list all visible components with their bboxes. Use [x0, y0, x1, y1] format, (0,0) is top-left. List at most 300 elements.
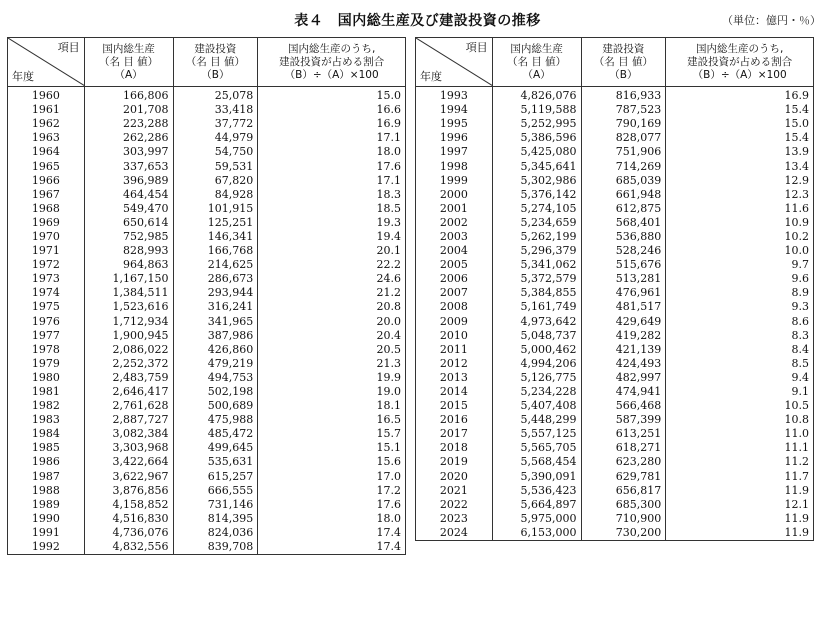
construction-cell: 714,269 [581, 159, 666, 173]
ratio-cell: 16.9 [258, 117, 406, 131]
table-row [416, 230, 814, 244]
table-row [8, 131, 406, 145]
year-cell: 1981 [8, 385, 85, 399]
construction-cell: 828,077 [581, 131, 666, 145]
year-cell: 2008 [416, 300, 493, 314]
ratio-cell: 17.2 [258, 484, 406, 498]
gdp-cell: 2,646,417 [84, 385, 173, 399]
gdp-cell: 2,761,628 [84, 399, 173, 413]
table-row [8, 202, 406, 216]
header-construction: 建設投資 （名 目 値） （B） [593, 42, 653, 81]
gdp-cell: 5,384,855 [492, 286, 581, 300]
gdp-cell: 3,082,384 [84, 427, 173, 441]
ratio-cell: 15.7 [258, 427, 406, 441]
ratio-cell: 17.4 [258, 526, 406, 540]
construction-cell: 500,689 [173, 399, 258, 413]
table-row [416, 512, 814, 526]
gdp-cell: 4,826,076 [492, 87, 581, 104]
gdp-cell: 650,614 [84, 216, 173, 230]
ratio-cell: 13.4 [666, 159, 814, 173]
table-row [416, 357, 814, 371]
ratio-cell: 11.6 [666, 202, 814, 216]
gdp-cell: 828,993 [84, 244, 173, 258]
ratio-cell: 11.0 [666, 427, 814, 441]
table-row [8, 470, 406, 484]
ratio-cell: 8.6 [666, 315, 814, 329]
year-cell: 1984 [8, 427, 85, 441]
table-row [8, 484, 406, 498]
gdp-cell: 5,372,579 [492, 272, 581, 286]
gdp-cell: 464,454 [84, 188, 173, 202]
year-cell: 1996 [416, 131, 493, 145]
table-row [8, 188, 406, 202]
year-cell: 1990 [8, 512, 85, 526]
ratio-cell: 18.0 [258, 145, 406, 159]
construction-cell: 587,399 [581, 413, 666, 427]
ratio-cell: 15.0 [258, 87, 406, 104]
ratio-cell: 15.4 [666, 131, 814, 145]
ratio-cell: 9.4 [666, 371, 814, 385]
gdp-cell: 5,161,749 [492, 300, 581, 314]
ratio-cell: 18.0 [258, 512, 406, 526]
year-cell: 2005 [416, 258, 493, 272]
gdp-cell: 1,384,511 [84, 286, 173, 300]
corner-year-label: 年度 [420, 70, 442, 83]
year-cell: 2010 [416, 329, 493, 343]
construction-cell: 421,139 [581, 343, 666, 357]
ratio-cell: 17.0 [258, 470, 406, 484]
gdp-cell: 223,288 [84, 117, 173, 131]
gdp-cell: 5,386,596 [492, 131, 581, 145]
year-cell: 1980 [8, 371, 85, 385]
construction-cell: 67,820 [173, 174, 258, 188]
gdp-cell: 1,523,616 [84, 300, 173, 314]
construction-cell: 475,988 [173, 413, 258, 427]
header-ratio: 国内総生産のうち, 建設投資が占める割合 （B）÷（A）×100 [687, 42, 793, 81]
gdp-cell: 5,252,995 [492, 117, 581, 131]
ratio-cell: 8.4 [666, 343, 814, 357]
year-cell: 1961 [8, 103, 85, 117]
table-row [8, 300, 406, 314]
gdp-cell: 5,234,228 [492, 385, 581, 399]
year-cell: 2024 [416, 526, 493, 541]
table-row [416, 216, 814, 230]
construction-cell: 125,251 [173, 216, 258, 230]
year-cell: 2021 [416, 484, 493, 498]
construction-cell: 316,241 [173, 300, 258, 314]
table-row [8, 244, 406, 258]
construction-cell: 814,395 [173, 512, 258, 526]
ratio-cell: 11.9 [666, 512, 814, 526]
gdp-cell: 4,832,556 [84, 540, 173, 555]
gdp-cell: 166,806 [84, 87, 173, 104]
ratio-cell: 16.6 [258, 103, 406, 117]
table-row [8, 216, 406, 230]
gdp-cell: 4,736,076 [84, 526, 173, 540]
table-row [416, 526, 814, 541]
construction-cell: 293,944 [173, 286, 258, 300]
header-ratio: 国内総生産のうち, 建設投資が占める割合 （B）÷（A）×100 [279, 42, 385, 81]
year-cell: 1969 [8, 216, 85, 230]
ratio-cell: 17.1 [258, 174, 406, 188]
year-cell: 1978 [8, 343, 85, 357]
ratio-cell: 20.5 [258, 343, 406, 357]
table-row [416, 258, 814, 272]
gdp-cell: 964,863 [84, 258, 173, 272]
year-cell: 1970 [8, 230, 85, 244]
construction-cell: 629,781 [581, 470, 666, 484]
construction-cell: 528,246 [581, 244, 666, 258]
gdp-cell: 5,234,659 [492, 216, 581, 230]
year-cell: 1976 [8, 315, 85, 329]
year-cell: 2007 [416, 286, 493, 300]
construction-cell: 661,948 [581, 188, 666, 202]
year-cell: 1987 [8, 470, 85, 484]
table-row [416, 399, 814, 413]
ratio-cell: 15.6 [258, 455, 406, 469]
year-cell: 2018 [416, 441, 493, 455]
table-row [8, 145, 406, 159]
year-cell: 1979 [8, 357, 85, 371]
ratio-cell: 8.5 [666, 357, 814, 371]
gdp-cell: 303,997 [84, 145, 173, 159]
year-cell: 1965 [8, 159, 85, 173]
construction-cell: 214,625 [173, 258, 258, 272]
gdp-cell: 5,341,062 [492, 258, 581, 272]
year-cell: 1995 [416, 117, 493, 131]
table-row [8, 272, 406, 286]
year-cell: 2004 [416, 244, 493, 258]
ratio-cell: 17.4 [258, 540, 406, 555]
data-table-right [415, 37, 814, 541]
construction-cell: 502,198 [173, 385, 258, 399]
table-row [8, 87, 406, 104]
gdp-cell: 2,483,759 [84, 371, 173, 385]
construction-cell: 731,146 [173, 498, 258, 512]
year-cell: 1967 [8, 188, 85, 202]
gdp-cell: 5,262,199 [492, 230, 581, 244]
gdp-cell: 6,153,000 [492, 526, 581, 541]
construction-cell: 479,219 [173, 357, 258, 371]
gdp-cell: 5,565,705 [492, 441, 581, 455]
table-row [8, 427, 406, 441]
year-cell: 1975 [8, 300, 85, 314]
construction-cell: 33,418 [173, 103, 258, 117]
ratio-cell: 22.2 [258, 258, 406, 272]
gdp-cell: 5,048,737 [492, 329, 581, 343]
table-row [8, 286, 406, 300]
ratio-cell: 18.1 [258, 399, 406, 413]
gdp-cell: 396,989 [84, 174, 173, 188]
construction-cell: 146,341 [173, 230, 258, 244]
table-row [416, 117, 814, 131]
construction-cell: 84,928 [173, 188, 258, 202]
gdp-cell: 3,876,856 [84, 484, 173, 498]
ratio-cell: 19.0 [258, 385, 406, 399]
year-cell: 1998 [416, 159, 493, 173]
corner-item-label: 項目 [465, 41, 488, 54]
construction-cell: 54,750 [173, 145, 258, 159]
unit-note: （単位：億円・％） [722, 14, 821, 27]
table-row [416, 427, 814, 441]
table-row [416, 145, 814, 159]
table-row [416, 244, 814, 258]
table-row [8, 512, 406, 526]
table-row [8, 441, 406, 455]
construction-cell: 710,900 [581, 512, 666, 526]
table-row [8, 258, 406, 272]
construction-cell: 499,645 [173, 441, 258, 455]
table-row [416, 498, 814, 512]
construction-cell: 419,282 [581, 329, 666, 343]
ratio-cell: 15.4 [666, 103, 814, 117]
corner-header [416, 38, 493, 87]
ratio-cell: 13.9 [666, 145, 814, 159]
year-cell: 1988 [8, 484, 85, 498]
year-cell: 2001 [416, 202, 493, 216]
table-row [8, 230, 406, 244]
corner-item-label: 項目 [57, 41, 80, 54]
ratio-cell: 8.3 [666, 329, 814, 343]
construction-cell: 429,649 [581, 315, 666, 329]
year-cell: 2015 [416, 399, 493, 413]
ratio-cell: 20.4 [258, 329, 406, 343]
ratio-cell: 20.1 [258, 244, 406, 258]
ratio-cell: 10.0 [666, 244, 814, 258]
ratio-cell: 10.5 [666, 399, 814, 413]
gdp-cell: 1,900,945 [84, 329, 173, 343]
ratio-cell: 16.5 [258, 413, 406, 427]
gdp-cell: 5,119,588 [492, 103, 581, 117]
construction-cell: 816,933 [581, 87, 666, 104]
gdp-cell: 5,975,000 [492, 512, 581, 526]
table-row [416, 385, 814, 399]
year-cell: 1991 [8, 526, 85, 540]
table-row [8, 526, 406, 540]
construction-cell: 666,555 [173, 484, 258, 498]
construction-cell: 482,997 [581, 371, 666, 385]
construction-cell: 568,401 [581, 216, 666, 230]
table-row [8, 357, 406, 371]
construction-cell: 515,676 [581, 258, 666, 272]
table-row [416, 159, 814, 173]
year-cell: 2017 [416, 427, 493, 441]
year-cell: 1962 [8, 117, 85, 131]
year-cell: 2023 [416, 512, 493, 526]
table-row [416, 455, 814, 469]
year-cell: 1982 [8, 399, 85, 413]
construction-cell: 513,281 [581, 272, 666, 286]
year-cell: 1992 [8, 540, 85, 555]
year-cell: 1968 [8, 202, 85, 216]
table-row [416, 202, 814, 216]
ratio-cell: 18.3 [258, 188, 406, 202]
table-row [8, 103, 406, 117]
header-construction: 建設投資 （名 目 値） （B） [185, 42, 245, 81]
gdp-cell: 752,985 [84, 230, 173, 244]
gdp-cell: 5,664,897 [492, 498, 581, 512]
table-row [416, 329, 814, 343]
construction-cell: 424,493 [581, 357, 666, 371]
table-row [8, 399, 406, 413]
construction-cell: 485,472 [173, 427, 258, 441]
construction-cell: 494,753 [173, 371, 258, 385]
table-row [416, 87, 814, 104]
year-cell: 1993 [416, 87, 493, 104]
ratio-cell: 12.3 [666, 188, 814, 202]
gdp-cell: 5,407,408 [492, 399, 581, 413]
gdp-cell: 1,712,934 [84, 315, 173, 329]
ratio-cell: 15.0 [666, 117, 814, 131]
ratio-cell: 9.6 [666, 272, 814, 286]
gdp-cell: 5,390,091 [492, 470, 581, 484]
table-row [416, 188, 814, 202]
construction-cell: 824,036 [173, 526, 258, 540]
gdp-cell: 3,422,664 [84, 455, 173, 469]
ratio-cell: 10.2 [666, 230, 814, 244]
gdp-cell: 5,296,379 [492, 244, 581, 258]
year-cell: 2012 [416, 357, 493, 371]
year-cell: 1964 [8, 145, 85, 159]
gdp-cell: 4,994,206 [492, 357, 581, 371]
ratio-cell: 10.8 [666, 413, 814, 427]
year-cell: 1966 [8, 174, 85, 188]
year-cell: 1983 [8, 413, 85, 427]
year-cell: 1994 [416, 103, 493, 117]
construction-cell: 615,257 [173, 470, 258, 484]
gdp-cell: 5,448,299 [492, 413, 581, 427]
data-table-left [7, 37, 406, 555]
year-cell: 2000 [416, 188, 493, 202]
table-row [8, 455, 406, 469]
year-cell: 1963 [8, 131, 85, 145]
ratio-cell: 19.4 [258, 230, 406, 244]
ratio-cell: 15.1 [258, 441, 406, 455]
year-cell: 1986 [8, 455, 85, 469]
year-cell: 1974 [8, 286, 85, 300]
year-cell: 2003 [416, 230, 493, 244]
table-row [8, 413, 406, 427]
construction-cell: 751,906 [581, 145, 666, 159]
construction-cell: 685,300 [581, 498, 666, 512]
gdp-cell: 5,302,986 [492, 174, 581, 188]
year-cell: 1985 [8, 441, 85, 455]
gdp-cell: 2,086,022 [84, 343, 173, 357]
ratio-cell: 21.2 [258, 286, 406, 300]
ratio-cell: 11.9 [666, 526, 814, 541]
table-row [8, 174, 406, 188]
construction-cell: 612,875 [581, 202, 666, 216]
ratio-cell: 20.8 [258, 300, 406, 314]
year-cell: 1989 [8, 498, 85, 512]
year-cell: 2002 [416, 216, 493, 230]
table-row [8, 540, 406, 555]
construction-cell: 387,986 [173, 329, 258, 343]
gdp-cell: 549,470 [84, 202, 173, 216]
table-row [8, 385, 406, 399]
table-row [416, 441, 814, 455]
construction-cell: 787,523 [581, 103, 666, 117]
construction-cell: 613,251 [581, 427, 666, 441]
gdp-cell: 5,425,080 [492, 145, 581, 159]
ratio-cell: 19.3 [258, 216, 406, 230]
ratio-cell: 9.7 [666, 258, 814, 272]
table-row [8, 343, 406, 357]
construction-cell: 166,768 [173, 244, 258, 258]
year-cell: 2020 [416, 470, 493, 484]
table-row [416, 286, 814, 300]
construction-cell: 535,631 [173, 455, 258, 469]
table-row [416, 272, 814, 286]
table-title: 表４ 国内総生産及び建設投資の推移 [294, 13, 541, 29]
gdp-cell: 337,653 [84, 159, 173, 173]
gdp-cell: 5,274,105 [492, 202, 581, 216]
ratio-cell: 21.3 [258, 357, 406, 371]
ratio-cell: 20.0 [258, 315, 406, 329]
year-cell: 2013 [416, 371, 493, 385]
header-gdp: 国内総生産 （名 目 値） （A） [507, 42, 567, 81]
ratio-cell: 19.9 [258, 371, 406, 385]
gdp-cell: 262,286 [84, 131, 173, 145]
construction-cell: 426,860 [173, 343, 258, 357]
gdp-cell: 5,536,423 [492, 484, 581, 498]
ratio-cell: 10.9 [666, 216, 814, 230]
construction-cell: 839,708 [173, 540, 258, 555]
construction-cell: 623,280 [581, 455, 666, 469]
construction-cell: 341,965 [173, 315, 258, 329]
year-cell: 1977 [8, 329, 85, 343]
construction-cell: 37,772 [173, 117, 258, 131]
gdp-cell: 2,887,727 [84, 413, 173, 427]
year-cell: 1997 [416, 145, 493, 159]
table-row [416, 484, 814, 498]
construction-cell: 476,961 [581, 286, 666, 300]
construction-cell: 25,078 [173, 87, 258, 104]
construction-cell: 566,468 [581, 399, 666, 413]
table-row [416, 371, 814, 385]
ratio-cell: 11.2 [666, 455, 814, 469]
year-cell: 2022 [416, 498, 493, 512]
table-row [416, 315, 814, 329]
table-row [8, 159, 406, 173]
table-row [416, 103, 814, 117]
construction-cell: 685,039 [581, 174, 666, 188]
ratio-cell: 11.1 [666, 441, 814, 455]
gdp-cell: 5,345,641 [492, 159, 581, 173]
table-row [8, 329, 406, 343]
year-cell: 1999 [416, 174, 493, 188]
year-cell: 1972 [8, 258, 85, 272]
corner-header [8, 38, 85, 87]
table-row [416, 174, 814, 188]
table-row [8, 371, 406, 385]
gdp-cell: 5,000,462 [492, 343, 581, 357]
construction-cell: 790,169 [581, 117, 666, 131]
construction-cell: 286,673 [173, 272, 258, 286]
gdp-cell: 5,557,125 [492, 427, 581, 441]
gdp-cell: 2,252,372 [84, 357, 173, 371]
year-cell: 1971 [8, 244, 85, 258]
table-row [416, 343, 814, 357]
year-cell: 1960 [8, 87, 85, 104]
ratio-cell: 16.9 [666, 87, 814, 104]
year-cell: 2006 [416, 272, 493, 286]
construction-cell: 730,200 [581, 526, 666, 541]
construction-cell: 59,531 [173, 159, 258, 173]
construction-cell: 656,817 [581, 484, 666, 498]
year-cell: 2016 [416, 413, 493, 427]
table-row [416, 413, 814, 427]
